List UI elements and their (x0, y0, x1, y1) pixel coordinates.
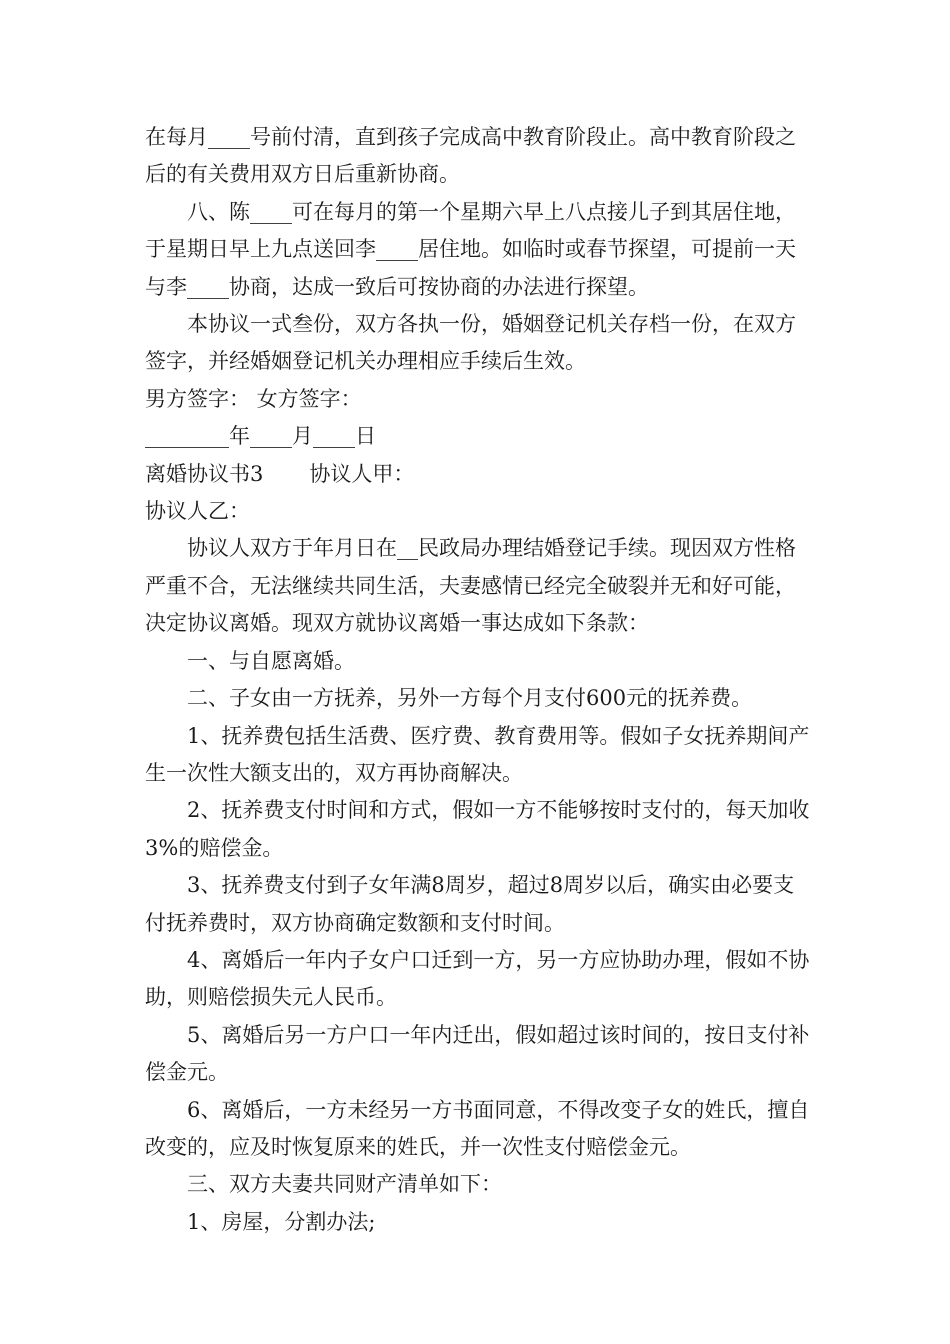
clause-2-item-3: 3、抚养费支付到子女年满8周岁，超过8周岁以后，确实由必要支付抚养费时，双方协商确定数额和支付时间。 (145, 873, 795, 935)
clause-2-item-6: 6、离婚后，一方未经另一方书面同意，不得改变子女的姓氏，擅自改变的，应及时恢复原来的姓氏，并一次性支付赔偿金元。 (145, 1097, 810, 1159)
agreement-heading (145, 456, 813, 493)
party-a-label: 协议人甲： (309, 461, 415, 486)
clause-2-item-5: 5、离婚后另一方户口一年内迁出，假如超过该时间的，按日支付补偿金元。 (145, 1022, 810, 1085)
clause-3: 三、双方夫妻共同财产清单如下： (187, 1172, 502, 1197)
paragraph-payment-terms: 在每月____号前付清，直到孩子完成高中教育阶段止。高中教育阶段之后的有关费用双方日后重新协商。 (145, 125, 796, 187)
paragraph-visitation: 八、陈____可在每月的第一个星期六早上八点接儿子到其居住地，于星期日早上九点送回李____居住地。如临时或春节探望，可提前一天与李____协商，达成一致后可按协商的办法进行探望。 (145, 199, 796, 299)
party-b-label: 协议人乙： (145, 499, 250, 524)
document-body (145, 119, 813, 1241)
signature-date: ________年____月____日 (145, 424, 376, 449)
clause-2-item-2: 2、抚养费支付时间和方式，假如一方不能够按时支付的，每天加收3%的赔偿金。 (145, 798, 810, 860)
paragraph-copies: 本协议一式叁份，双方各执一份，婚姻登记机关存档一份，在双方签字，并经婚姻登记机关办理相应手续后生效。 (145, 312, 796, 374)
clause-2-item-1: 1、抚养费包括生活费、医疗费、教育费用等。假如子女抚养期间产生一次性大额支出的，双方再协商解决。 (145, 723, 810, 785)
agreement-title: 离婚协议书3 (145, 461, 264, 486)
signature-line: 男方签字： 女方签字： (145, 386, 362, 411)
clause-2-item-4: 4、离婚后一年内子女户口迁到一方，另一方应协助办理，假如不协助，则赔偿损失元人民币。 (145, 947, 810, 1010)
paragraph-intro: 协议人双方于年月日在__民政局办理结婚登记手续。现因双方性格严重不合，无法继续共同生活，夫妻感情已经完全破裂并无和好可能，决定协议离婚。现双方就协议离婚一事达成如下条款： (145, 536, 796, 636)
clause-2: 二、子女由一方抚养，另外一方每个月支付600元的抚养费。 (187, 686, 753, 711)
clause-1: 一、与自愿离婚。 (187, 648, 355, 673)
clause-3-item-1: 1、房屋，分割办法; (187, 1209, 376, 1234)
